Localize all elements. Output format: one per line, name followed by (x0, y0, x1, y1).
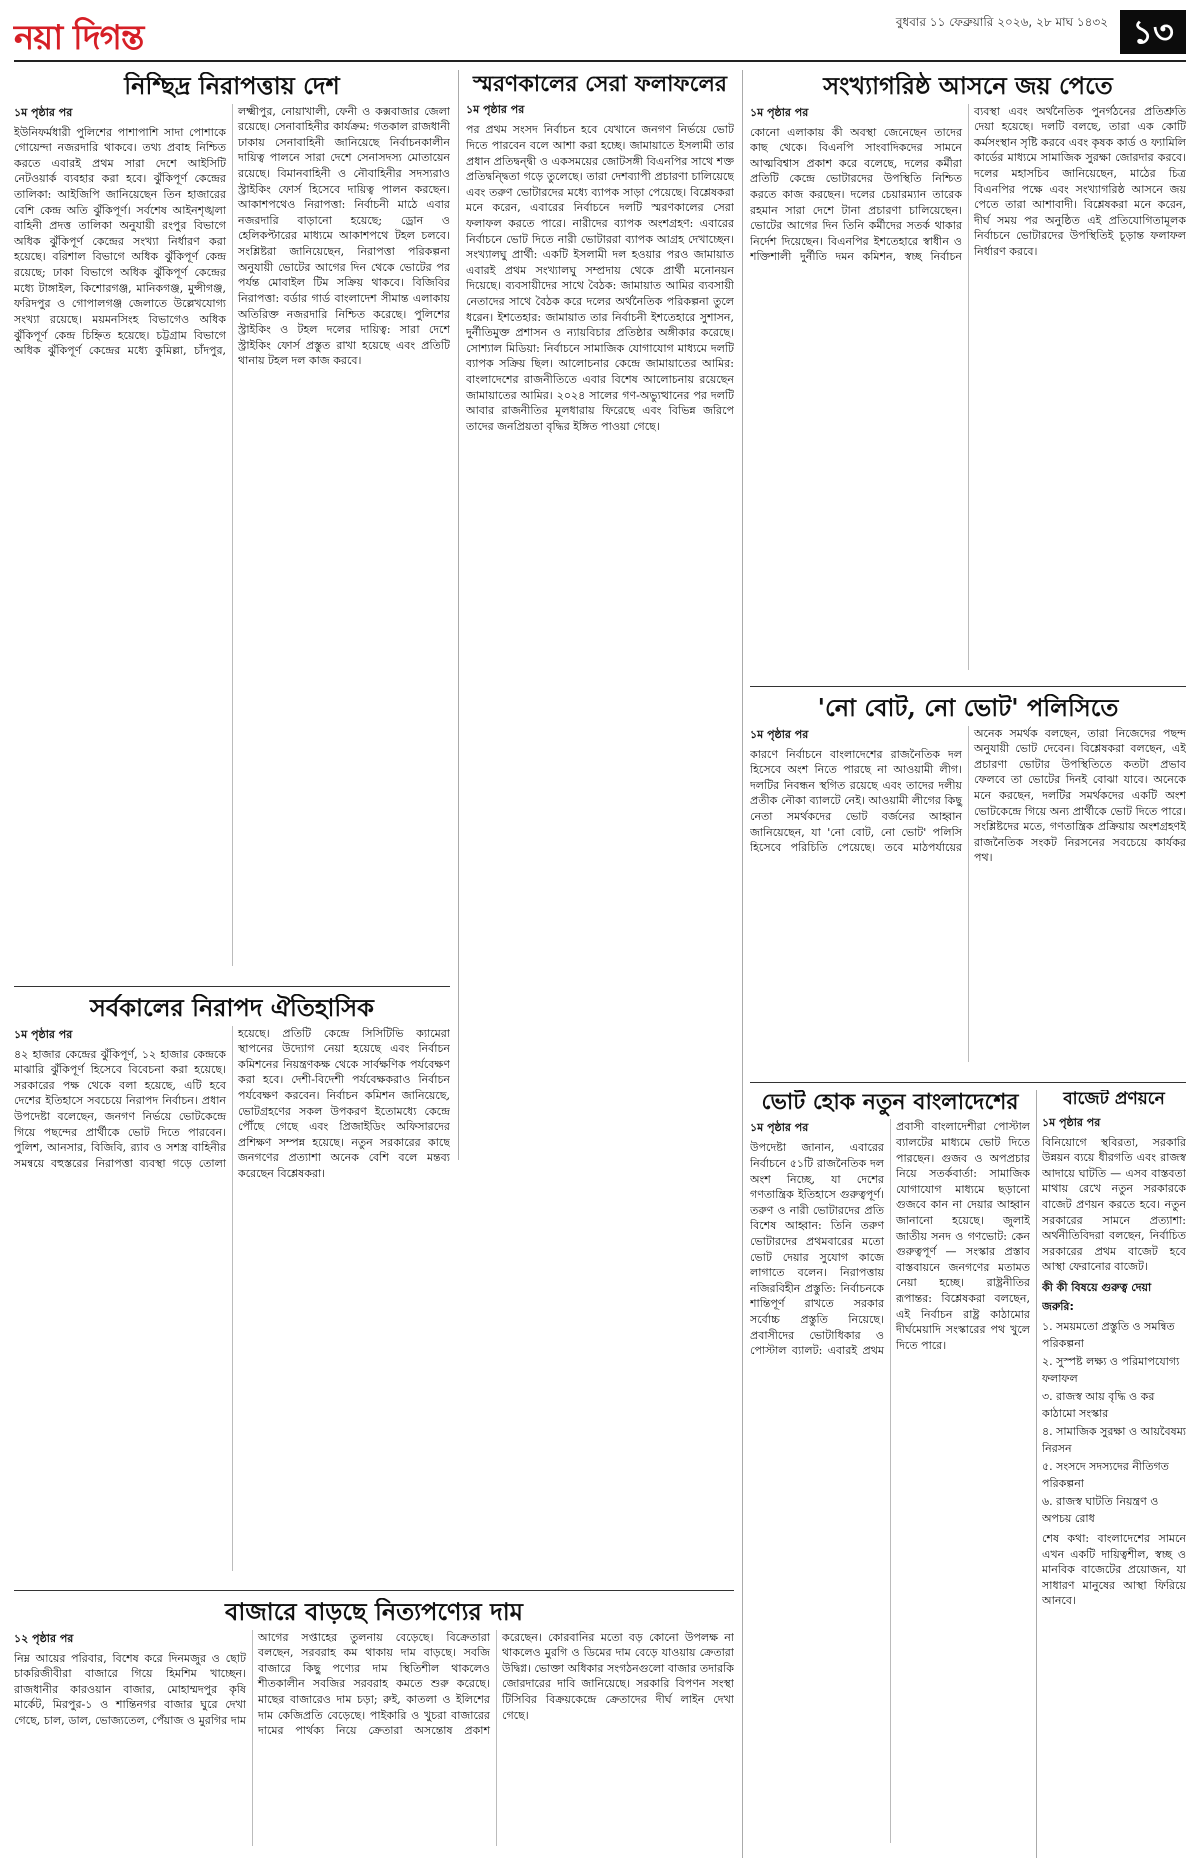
column-rule (458, 70, 459, 1160)
article-headline: স্মরণকালের সেরা ফলাফলের (473, 72, 727, 97)
list-item: ২. সুস্পষ্ট লক্ষ্য ও পরিমাপযোগ্য ফলাফল (1042, 1355, 1180, 1385)
list-item: ৫. সংসদে সদস্যদের নীতিগত পরিকল্পনা (1042, 1460, 1169, 1490)
article-seats (750, 72, 1186, 680)
section-divider (14, 1590, 734, 1591)
list-title: কী কী বিষয়ে গুরুত্ব দেয়া জরুরি: (1042, 1281, 1152, 1314)
closing-text: শেষ কথা: বাংলাদেশের সামনে এখন একটি দায়িত্বশীল, স্বচ্ছ ও মানবিক বাজেটের প্রয়োজন, যা সাধারণ মানুষের আস্থা ফিরিয়ে আনবে। (1042, 1532, 1186, 1608)
section-divider (750, 686, 1186, 687)
budget-points-list (1042, 1319, 1186, 1527)
section-divider (14, 986, 450, 987)
continuation-label: ১২ পৃষ্ঠার পর (14, 1631, 74, 1645)
article-body (750, 1119, 1030, 1843)
list-item: ১. সময়মতো প্রস্তুতি ও সমন্বিত পরিকল্পনা (1042, 1320, 1175, 1350)
article-budget (1042, 1090, 1186, 1858)
article-prices (14, 1598, 734, 1858)
article-headline: 'নো বোট, নো ভোট' পলিসিতে (817, 694, 1119, 722)
article-security (14, 72, 450, 980)
article-historic (14, 994, 450, 1584)
article-text: কোনো এলাকায় কী অবস্থা জেনেছেন তাদের কাছ থেকে। বিএনপি সাংবাদিকদের সামনে আত্মবিশ্বাস প্রকাশ করে বলেছে, দলের কর্মীরা প্রতিটি কেন্দ্রে ভোটারদের উপস্থিতি নিশ্চিত করতে কাজ করছেন। দলের চেয়ারম্যান তারেক রহমান সারা দেশে টানা প্রচারণা চালিয়েছেন। ভোটের আগের দিন তিনি কর্মীদের সতর্ক থাকার নির্দেশ দিয়েছেন। বিএনপির ইশতেহারে স্বাধীন ও শক্তিশালী দুর্নীতি দমন কমিশন, স্বচ্ছ নির্বাচন ব্যবস্থা এবং অর্থনৈতিক পুনর্গঠনের প্রতিশ্রুতি দেয়া হয়েছে। দলটি বলছে, তারা এক কোটি কর্মসংস্থান সৃষ্টি করবে এবং কৃষক কার্ড ও ফ্যামিলি কার্ডের মাধ্যমে সামাজিক সুরক্ষা জোরদার করবে। দলের মহাসচিব জানিয়েছেন, মাঠের চিত্র বিএনপির পক্ষে এবং সংখ্যাগরিষ্ঠ আসনে জয় পেতে তারা আশাবাদী। বিশ্লেষকরা মনে করেন, দীর্ঘ সময় পর অনুষ্ঠিত এই প্রতিযোগিতামূলক নির্বাচনে ভোটারদের উপস্থিতিই চূড়ান্ত ফলাফল নির্ধারণ করবে। (750, 104, 1186, 264)
column-rule (742, 70, 743, 1858)
continuation-label: ১ম পৃষ্ঠার পর (14, 1027, 73, 1041)
article-headline: ভোট হোক নতুন বাংলাদেশের (761, 1090, 1019, 1115)
article-body (14, 1630, 734, 1846)
article-text: ৪২ হাজার কেন্দ্রের ঝুঁকিপূর্ণ, ১২ হাজার কেন্দ্রকে মাঝারি ঝুঁকিপূর্ণ হিসেবে বিবেচনা করা হয়েছে। সরকারের পক্ষ থেকে বলা হয়েছে, এটি হবে দেশের ইতিহাসে সবচেয়ে নিরাপদ নির্বাচন। প্রধান উপদেষ্টা বলেছেন, জনগণ নির্ভয়ে ভোটকেন্দ্রে গিয়ে পছন্দের প্রার্থীকে ভোট দিতে পারবেন। পুলিশ, আনসার, বিজিবি, র‍্যাব ও সশস্ত্র বাহিনীর সমন্বয়ে বহুস্তরের নিরাপত্তা ব্যবস্থা গড়ে তোলা হয়েছে। প্রতিটি কেন্দ্রে সিসিটিভি ক্যামেরা স্থাপনের উদ্যোগ নেয়া হয়েছে এবং নির্বাচন কমিশনের নিয়ন্ত্রণকক্ষ থেকে সার্বক্ষণিক পর্যবেক্ষণ করা হবে। দেশী-বিদেশী পর্যবেক্ষকরাও নির্বাচন পর্যবেক্ষণ করবেন। নির্বাচন কমিশন জানিয়েছে, ভোটগ্রহণের সকল উপকরণ ইতোমধ্যে কেন্দ্রে পৌঁছে গেছে এবং প্রিজাইডিং অফিসারদের প্রশিক্ষণ সম্পন্ন হয়েছে। নতুন সরকারের কাছে জনগণের প্রত্যাশা অনেক বেশি বলে মন্তব্য করেছেন বিশ্লেষকরা। (14, 1026, 450, 1181)
article-text: উপদেষ্টা জানান, এবারের নির্বাচনে ৫১টি রাজনৈতিক দল অংশ নিচ্ছে, যা দেশের গণতান্ত্রিক ইতিহাসে গুরুত্বপূর্ণ। তরুণ ও নারী ভোটারদের প্রতি বিশেষ আহ্বান: তিনি তরুণ ভোটারদের প্রথমবারের মতো ভোট দেয়ার সুযোগ কাজে লাগাতে বলেন। নিরাপত্তায় নজিরবিহীন প্রস্তুতি: নির্বাচনকে শান্তিপূর্ণ রাখতে সরকার সর্বোচ্চ প্রস্তুতি নিয়েছে। প্রবাসীদের ভোটাধিকার ও পোস্টাল ব্যালট: এবারই প্রথম প্রবাসী বাংলাদেশীরা পোস্টাল ব্যালটের মাধ্যমে ভোট দিতে পারছেন। গুজব ও অপপ্রচার নিয়ে সতর্কবার্তা: সামাজিক যোগাযোগ মাধ্যমে ছড়ানো গুজবে কান না দেয়ার আহ্বান জানানো হয়েছে। জুলাই জাতীয় সনদ ও গণভোট: কেন গুরুত্বপূর্ণ — সংস্কার প্রস্তাব বাস্তবায়নে জনগণের মতামত নেয়া হচ্ছে। রাষ্ট্রনীতির রূপান্তর: বিশ্লেষকরা বলছেন, এই নির্বাচন রাষ্ট্র কাঠামোর দীর্ঘমেয়াদি সংস্কারের পথ খুলে দিতে পারে। (750, 1120, 1030, 1358)
continuation-label: ১ম পৃষ্ঠার পর (14, 105, 73, 119)
article-headline: নিশ্ছিদ্র নিরাপত্তায় দেশ (124, 72, 340, 100)
issue-date: বুধবার ১১ ফেব্রুয়ারি ২০২৬, ২৮ মাঘ ১৪৩২ (895, 15, 1108, 29)
newspaper-logo: নয়া দিগন্ত (14, 18, 144, 58)
section-divider (750, 1082, 1186, 1083)
article-body (750, 104, 1186, 670)
article-novote (750, 694, 1186, 1074)
article-text: পর প্রথম সংসদ নির্বাচন হবে যেখানে জনগণ নির্ভয়ে ভোট দিতে পারবেন বলে আশা করা হচ্ছে। জামায়াতে ইসলামী তার প্রধান প্রতিদ্বন্দ্বী ও একসময়ের জোটসঙ্গী বিএনপির সাথে শক্ত প্রতিদ্বন্দ্বিতা গড়ে তুলেছে। তারা দেশব্যাপী প্রচারণা চালিয়েছে এবং তরুণ ভোটারদের মধ্যে ব্যাপক সাড়া পেয়েছে। বিশ্লেষকরা মনে করেন, এবারের নির্বাচনে দলটি স্মরণকালের সেরা ফলাফল করতে পারে। নারীদের ব্যাপক অংশগ্রহণ: এবারের নির্বাচনে ভোট দিতে নারী ভোটাররা ব্যাপক আগ্রহ দেখাচ্ছেন। সংখ্যালঘু প্রার্থী: একটি ইসলামী দল হওয়ার পরও জামায়াত এবারই প্রথম সংখ্যালঘু সম্প্রদায় থেকে প্রার্থী মনোনয়ন দিয়েছে। ব্যবসায়ীদের সাথে বৈঠক: জামায়াত আমির ব্যবসায়ী নেতাদের সাথে বৈঠক করে দলের অর্থনৈতিক পরিকল্পনা তুলে ধরেন। ইশতেহার: জামায়াত তার নির্বাচনী ইশতেহারে সুশাসন, দুর্নীতিমুক্ত প্রশাসন ও ন্যায়বিচার প্রতিষ্ঠার অঙ্গীকার করেছে। সোশ্যাল মিডিয়া: নির্বাচনে সামাজিক যোগাযোগ মাধ্যমে দলটি ব্যাপক সক্রিয় ছিল। আলোচনার কেন্দ্রে জামায়াতের আমির: বাংলাদেশের রাজনীতিতে এবার বিশেষ আলোচনায় রয়েছেন জামায়াতের আমির। ২০২৪ সালের গণ-অভ্যুত্থানের পর দলটি আবার রাজনীতির মূলধারায় ফিরেছে এবং বিভিন্ন জরিপে তাদের জনপ্রিয়তা বৃদ্ধির ইঙ্গিত পাওয়া গেছে। (466, 123, 734, 433)
article-body (14, 1026, 450, 1571)
article-text: বিনিয়োগে স্থবিরতা, সরকারি উন্নয়ন ব্যয়ে ধীরগতি এবং রাজস্ব আদায়ে ঘাটতি — এসব বাস্তবতা মাথায় রেখে নতুন সরকারকে বাজেট প্রণয়ন করতে হবে। নতুন সরকারের সামনে প্রত্যাশা: অর্থনীতিবিদরা বলছেন, নির্বাচিত সরকারের প্রথম বাজেট হবে আস্থা ফেরানোর বাজেট। (1042, 1135, 1186, 1274)
article-body (466, 101, 734, 434)
continuation-label: ১ম পৃষ্ঠার পর (750, 727, 809, 741)
page-number: ১৩ (1120, 10, 1186, 54)
article-text: নিম্ন আয়ের পরিবার, বিশেষ করে দিনমজুর ও ছোট চাকরিজীবীরা বাজারে গিয়ে হিমশিম খাচ্ছেন। রাজধানীর কারওয়ান বাজার, মোহাম্মদপুর কৃষি মার্কেট, মিরপুর-১ ও শান্তিনগর বাজার ঘুরে দেখা গেছে, চাল, ডাল, ভোজ্যতেল, পেঁয়াজ ও মুরগির দাম আগের সপ্তাহের তুলনায় বেড়েছে। বিক্রেতারা বলছেন, সরবরাহ কম থাকায় দাম বাড়ছে। সবজি বাজারে কিছু পণ্যের দাম স্থিতিশীল থাকলেও শীতকালীন সবজির সরবরাহ কমতে শুরু করেছে। মাছের বাজারেও দাম চড়া; রুই, কাতলা ও ইলিশের দাম কেজিপ্রতি বেড়েছে। পাইকারি ও খুচরা বাজারের দামের পার্থক্য নিয়ে ক্রেতারা অসন্তোষ প্রকাশ করেছেন। কোরবানির মতো বড় কোনো উপলক্ষ না থাকলেও মুরগি ও ডিমের দাম বেড়ে যাওয়ায় ক্রেতারা উদ্বিগ্ন। ভোক্তা অধিকার সংগঠনগুলো বাজার তদারকি জোরদারের দাবি জানিয়েছে। সরকারি বিপণন সংস্থা টিসিবির বিক্রয়কেন্দ্রে ক্রেতাদের দীর্ঘ লাইন দেখা গেছে। (14, 1630, 734, 1738)
article-body (14, 104, 450, 966)
column-rule (1036, 1090, 1037, 1858)
article-headline: সংখ্যাগরিষ্ঠ আসনে জয় পেতে (823, 72, 1113, 100)
masthead (14, 8, 1186, 62)
continuation-label: ১ম পৃষ্ঠার পর (750, 1121, 809, 1135)
article-headline: বাজেট প্রণয়নে (1063, 1090, 1165, 1109)
list-item: ৪. সামাজিক সুরক্ষা ও আয়বৈষম্য নিরসন (1042, 1425, 1186, 1455)
article-headline: সর্বকালের নিরাপদ ঐতিহাসিক (90, 994, 374, 1022)
continuation-label: ১ম পৃষ্ঠার পর (750, 105, 809, 119)
continuation-label: ১ম পৃষ্ঠার পর (1042, 1115, 1101, 1129)
list-item: ৩. রাজস্ব আয় বৃদ্ধি ও কর কাঠামো সংস্কার (1042, 1390, 1155, 1420)
article-headline: বাজারে বাড়ছে নিত্যপণ্যের দাম (225, 1598, 523, 1626)
article-text: কারণে নির্বাচনে বাংলাদেশের রাজনৈতিক দল হিসেবে অংশ নিতে পারছে না আওয়ামী লীগ। দলটির নিবন্ধন স্থগিত রয়েছে এবং তাদের দলীয় প্রতীক নৌকা ব্যালটে নেই। আওয়ামী লীগের কিছু নেতা সমর্থকদের ভোট বর্জনের আহ্বান জানিয়েছেন, যা 'নো বোট, নো ভোট' পলিসি হিসেবে পরিচিতি পেয়েছে। তবে মাঠপর্যায়ের অনেক সমর্থক বলছেন, তারা নিজেদের পছন্দ অনুযায়ী ভোট দেবেন। বিশ্লেষকরা বলছেন, এই প্রচারণা ভোটার উপস্থিতিতে কতটা প্রভাব ফেলবে তা ভোটের দিনই বোঝা যাবে। অনেকে মনে করছেন, দলটির সমর্থকদের একটি অংশ ভোটকেন্দ্রে গিয়ে অন্য প্রার্থীকে ভোট দিতে পারে। সংশ্লিষ্টদের মতে, গণতান্ত্রিক প্রক্রিয়ায় অংশগ্রহণই রাজনৈতিক সংকট নিরসনের সবচেয়ে কার্যকর পথ। (750, 726, 1186, 865)
article-newbd (750, 1090, 1030, 1858)
article-memory (466, 72, 734, 1580)
continuation-label: ১ম পৃষ্ঠার পর (466, 103, 525, 117)
article-body (750, 726, 1186, 1062)
article-text: ইউনিফর্মধারী পুলিশের পাশাপাশি সাদা পোশাকে গোয়েন্দা নজরদারি থাকবে। তথ্য প্রবাহ নিশ্চিত করতে এবারই প্রথম সারা দেশে আইসিটি নেটওয়ার্ক ব্যবহার করা হবে। ঝুঁকিপূর্ণ কেন্দ্রের তালিকা: আইজিপি জানিয়েছেন তিন হাজারের বেশি কেন্দ্র অতি ঝুঁকিপূর্ণ। সর্বশেষ আইনশৃঙ্খলা বাহিনী প্রদত্ত তালিকা অনুযায়ী রংপুর বিভাগে অধিক ঝুঁকিপূর্ণ কেন্দ্রের সংখ্যা নির্ধারণ করা হয়েছে। বরিশাল বিভাগে অধিক ঝুঁকিপূর্ণ কেন্দ্র রয়েছে; ঢাকা বিভাগে অধিক ঝুঁকিপূর্ণ কেন্দ্রের মধ্যে টাঙ্গাইল, কিশোরগঞ্জ, মানিকগঞ্জ, মুন্সীগঞ্জ, ফরিদপুর ও গোপালগঞ্জ জেলাতে উল্লেখযোগ্য সংখ্যা রয়েছে। ময়মনসিংহ বিভাগেও অধিক ঝুঁকিপূর্ণ কেন্দ্র চিহ্নিত হয়েছে। চট্টগ্রাম বিভাগে অধিক ঝুঁকিপূর্ণ কেন্দ্রের মধ্যে কুমিল্লা, চাঁদপুর, লক্ষ্মীপুর, নোয়াখালী, ফেনী ও কক্সবাজার জেলা রয়েছে। সেনাবাহিনীর কার্যক্রম: গতকাল রাজধানী ঢাকায় সেনাবাহিনী জানিয়েছে নির্বাচনকালীন দায়িত্ব পালনে সারা দেশে সেনাসদস্য মোতায়েন রয়েছে। বিমানবাহিনী ও নৌবাহিনীর সদস্যরাও স্ট্রাইকিং ফোর্স হিসেবে দায়িত্ব পালন করছেন। আকাশপথেও নিরাপত্তা: নির্বাচনী মাঠে এবার নজরদারি বাড়ানো হয়েছে; ড্রোন ও হেলিকপ্টারের মাধ্যমে আকাশপথে টহল চলবে। সংশ্লিষ্টরা জানিয়েছেন, নিরাপত্তা পরিকল্পনা অনুযায়ী ভোটের আগের দিন থেকে ভোটের পর পর্যন্ত মোবাইল টিম সক্রিয় থাকবে। বিজিবির নিরাপত্তা: বর্ডার গার্ড বাংলাদেশ সীমান্ত এলাকায় অতিরিক্ত নজরদারি নিশ্চিত করেছে। পুলিশের স্ট্রাইকিং ও টহল দলের দায়িত্ব: সারা দেশে স্ট্রাইকিং ফোর্স প্রস্তুত রাখা হয়েছে এবং প্রতিটি থানায় টহল দল কাজ করবে। (14, 104, 450, 368)
list-item: ৬. রাজস্ব ঘাটতি নিয়ন্ত্রণ ও অপচয় রোধ (1042, 1495, 1159, 1525)
